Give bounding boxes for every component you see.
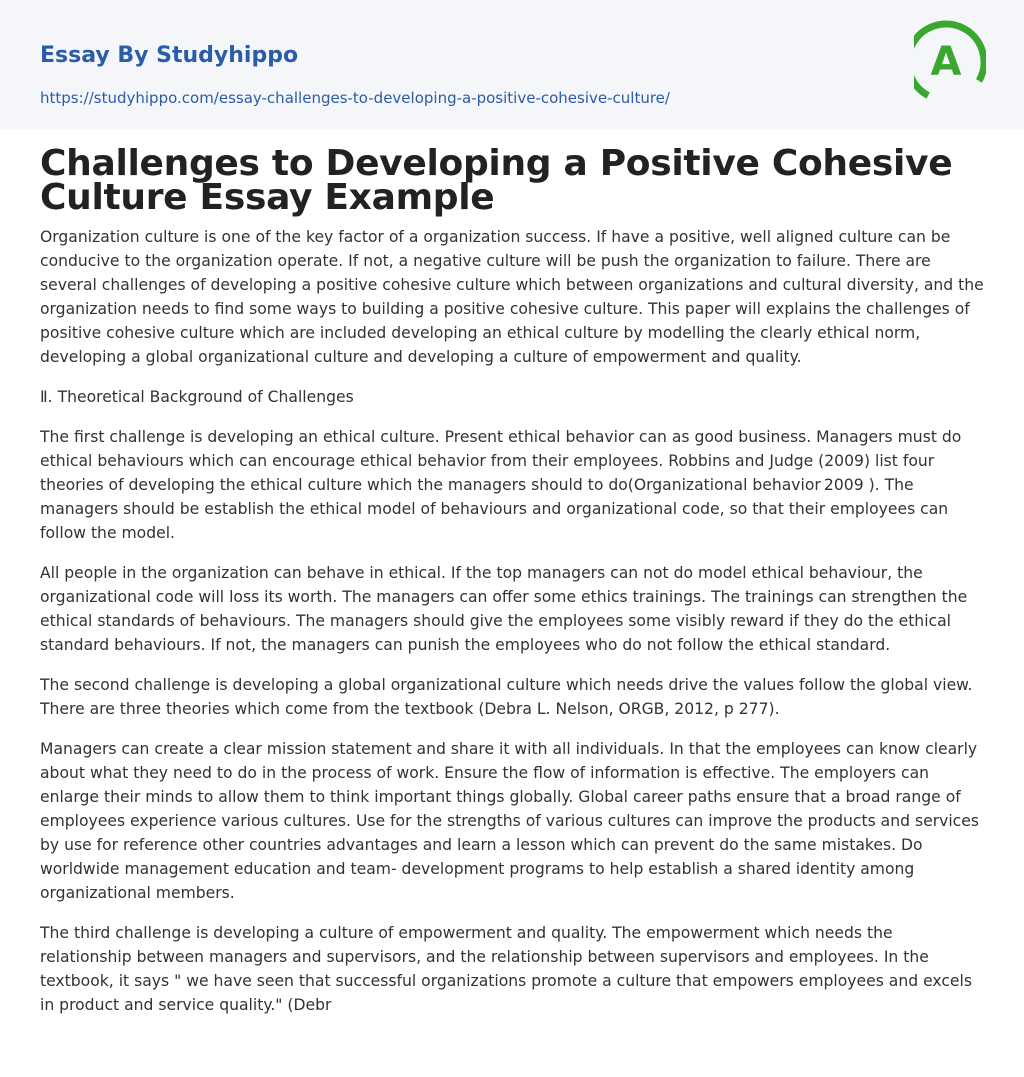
essay-paragraph: Managers can create a clear mission statement and share it with all individuals. In that the employees can know clearly about what they need to do in the process of work. Ensure the flow of information is effective. The employers can enlarge their minds to allow them to think important things globally. Global career paths ensure that a broad range of employees experience various cultures. Use for the strengths of various cultures can improve the products and services by use for reference other countries advantages and learn a lesson which can prevent do the same mistakes. Do worldwide management education and team- development programs to help establish a shared identity among organizational members. [40, 740, 979, 902]
essay-paragraph-intro: Organization culture is one of the key factor of a organization success. If have a positive, well aligned culture can be conducive to the organization operate. If not, a negative culture will be push the organization to failure. There are several challenges of developing a positive cohesive culture which between organizations and cultural diversity, and the organization needs to find some ways to building a positive cohesive culture. This paper will explains the challenges of positive cohesive culture which are included developing an ethical culture by modelling the clearly ethical norm, developing a global organizational culture and developing a culture of empowerment and quality. [40, 228, 984, 366]
logo-letter: A [930, 39, 962, 85]
essay-paragraph: All people in the organization can behave in ethical. If the top managers can not do model ethical behaviour, the organizational code will loss its worth. The managers can offer some ethics trainings. The trainings can strengthen the ethical standards of behaviours. The managers should give the employees some visibly reward if they do the ethical standard behaviours. If not, the managers can punish the employees who do not follow the ethical standard. [40, 564, 968, 654]
site-header [0, 0, 1024, 129]
studyhippo-logo-icon[interactable] [914, 18, 986, 108]
essay-paragraph: The second challenge is developing a global organizational culture which needs drive the values follow the global view. There are three theories which come from the textbook (Debra L. Nelson, ORGB, 2012, p 277). [40, 676, 973, 718]
essay-content [0, 129, 1024, 1017]
essay-paragraph: The first challenge is developing an ethical culture. Present ethical behavior can as good business. Managers must do ethical behaviours which can encourage ethical behavior from their employees. Robbins and Judge (2009) list four theories of developing the ethical culture which the managers should to do(Organizational behavior 2009 ). The managers should be establish the ethical model of behaviours and organizational code, so that their employees can follow the model. [40, 428, 962, 542]
brand-title: Essay By Studyhippo [40, 43, 299, 68]
essay-paragraph-truncated: The third challenge is developing a culture of empowerment and quality. The empowerment which needs the relationship between managers and supervisors, and the relationship between supervisors and employees. In the textbook, it says " we have seen that successful organizations promote a culture that empowers employees and excels in product and service quality." (Debr [40, 924, 972, 1014]
essay-title: Challenges to Developing a Positive Cohesive Culture Essay Example [40, 143, 953, 218]
essay-url-link[interactable]: https://studyhippo.com/essay-challenges-to-developing-a-positive-cohesive-culture/ [40, 89, 670, 107]
section-heading: Ⅱ. Theoretical Background of Challenges [40, 388, 354, 406]
